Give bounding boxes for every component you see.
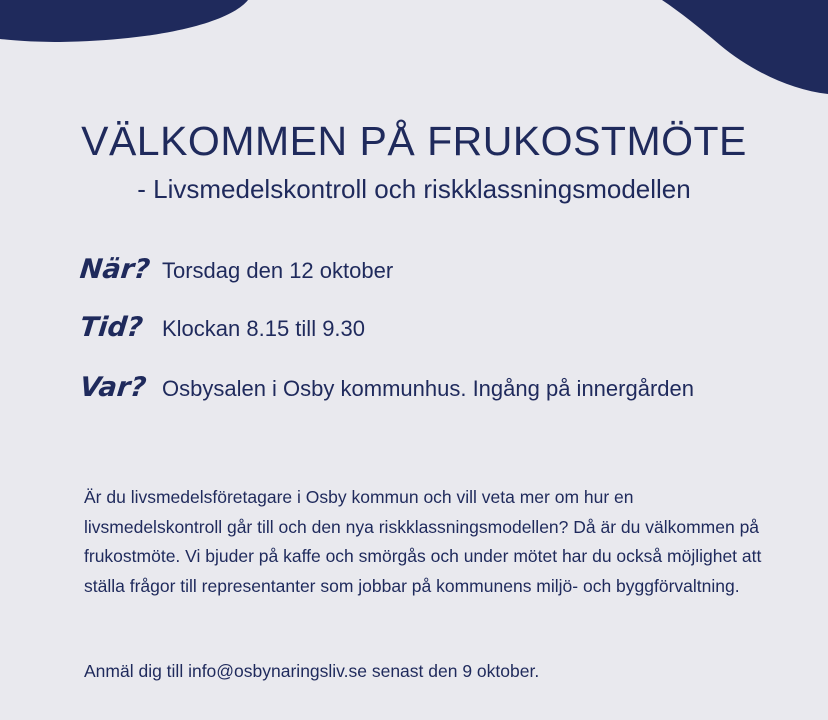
top-right-wave [662,0,828,94]
decorative-wave-shapes [0,0,828,100]
page-title: VÄLKOMMEN PÅ FRUKOSTMÖTE [81,118,747,164]
where-label: Var? [78,372,148,403]
when-value: Torsdag den 12 oktober [162,258,394,283]
top-left-wave [0,0,248,42]
signup-note: Anmäl dig till info@osbynaringsliv.se senast den 9 oktober. [84,661,540,681]
when-label: När? [78,254,152,285]
page-subtitle: - Livsmedelskontroll och riskklassningsmodellen [137,174,691,204]
where-value: Osbysalen i Osby kommunhus. Ingång på innergården [162,376,694,401]
description-paragraph: Är du livsmedelsföretagare i Osby kommun och vill veta mer om hur en livsmedelskontroll går till och den nya riskklassningsmodellen? Då är du välkommen på frukostmöte. Vi bjuder på kaffe och smörgås och under mötet har du också möjlighet att ställa frågor till representanter som jobbar på kommunens miljö- och byggförvaltning. [84,487,762,596]
time-label: Tid? [78,312,145,343]
time-value: Klockan 8.15 till 9.30 [162,316,366,341]
